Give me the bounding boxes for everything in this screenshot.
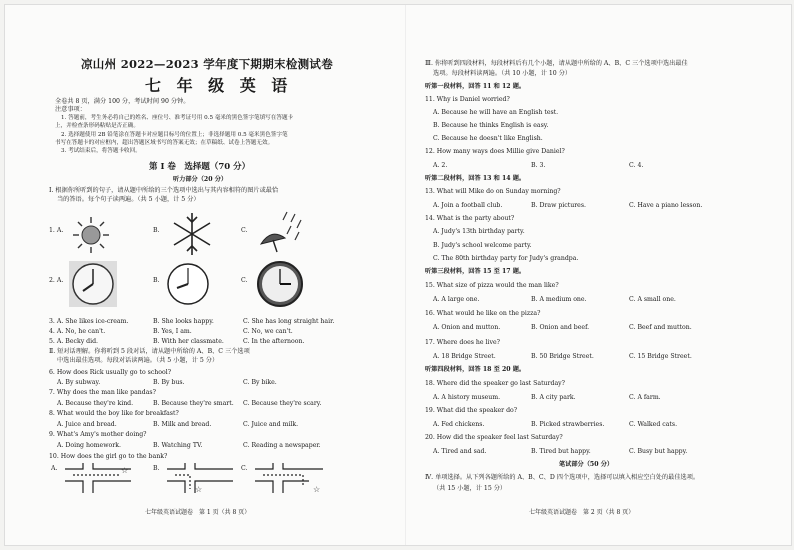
q20-option-b: B. Tired but happy. <box>531 448 591 455</box>
q6-option-a: A. By subway. <box>57 379 101 386</box>
q7-option-b: B. Because they're smart. <box>153 400 234 407</box>
part-instruction: Ⅱ. 短对话理解。你将听到 5 段对话，请从题中所给的 A、B、C 三个选项 <box>49 348 250 355</box>
q4-option-b: B. Yes, I am. <box>153 328 192 335</box>
q8-option-c: C. Juice and milk. <box>243 421 299 428</box>
q19-option-a: A. Fed chickens. <box>433 421 485 428</box>
q10-option-a: A. <box>51 465 58 472</box>
q9-option-b: B. Watching TV. <box>153 442 203 449</box>
page-2 <box>419 5 791 545</box>
route-map-icon <box>165 461 237 495</box>
q10-option-b: B. <box>153 465 160 472</box>
material-heading: 听第二段材料，回答 13 和 14 题。 <box>425 175 526 182</box>
q14-option-b: B. Judy's school welcome party. <box>433 242 532 249</box>
q20-option-c: C. Busy but happy. <box>629 448 688 455</box>
q4-option-a: 4. A. No, he can't. <box>49 328 106 335</box>
q16-option-c: C. Beef and mutton. <box>629 324 692 331</box>
note-line: 书写在答题卡的对应框内，超出答题区域书写的答案无效；在草稿纸、试卷上答题无效。 <box>55 140 274 146</box>
q19-option-b: B. Picked strawberries. <box>531 421 605 428</box>
q3-option-c: C. She has long straight hair. <box>243 318 335 325</box>
exam-sheet <box>4 4 792 546</box>
q12-stem: 12. How many ways does Millie give Daniel? <box>425 148 565 155</box>
q15-option-b: B. A medium one. <box>531 296 587 303</box>
part-instruction: Ⅳ. 单项选择。从下列各题所给的 A、B、C、D 四个选项中，选择可以填入相应空白处的最佳选项。 <box>425 474 700 481</box>
q11-option-b: B. Because he thinks English is easy. <box>433 122 549 129</box>
part-instruction: 中选出最佳选项。每段对话读两遍。（共 5 小题，计 5 分） <box>57 357 219 364</box>
q18-option-b: B. A city park. <box>531 394 576 401</box>
note-line: 2. 选择题使用 2B 铅笔涂在答题卡对应题目标号的位置上；非选择题用 0.5 毫米黑色签字笔 <box>61 132 288 138</box>
q2-option-c: C. <box>241 277 248 284</box>
note-line: 上，并检查条形码粘贴是否正确。 <box>55 123 139 129</box>
clock-icon <box>165 261 211 307</box>
q9-option-a: A. Doing homework. <box>57 442 121 449</box>
umbrella-rain-icon <box>257 210 305 256</box>
q16-option-b: B. Onion and beef. <box>531 324 590 331</box>
q6-option-c: C. By bike. <box>243 379 277 386</box>
q18-option-c: C. A farm. <box>629 394 661 401</box>
q12-option-c: C. 4. <box>629 162 644 169</box>
page-divider <box>405 5 406 545</box>
clock-icon <box>67 259 119 309</box>
page-1 <box>5 5 397 545</box>
section-heading: 第 Ⅰ 卷 选择题（70 分） <box>149 162 251 172</box>
q12-option-b: B. 3. <box>531 162 546 169</box>
q18-stem: 18. Where did the speaker go last Saturday? <box>425 380 565 387</box>
q16-option-a: A. Onion and mutton. <box>433 324 501 331</box>
q5-option-b: B. With her classmate. <box>153 338 224 345</box>
q11-stem: 11. Why is Daniel worried? <box>425 96 510 103</box>
note-line: 1. 答题前，考生务必将自己的姓名、座位号、准考证号用 0.5 毫米的黑色签字笔填写在答题卡 <box>61 115 294 121</box>
q8-option-a: A. Juice and bread. <box>57 421 117 428</box>
route-map-icon <box>253 461 327 495</box>
page-footer: 七年级英语试题卷 第 1 页（共 8 页） <box>145 509 251 516</box>
notes-title: 注意事项： <box>55 106 86 113</box>
part-instruction: Ⅲ. 你将听到四段材料，每段材料后有几个小题，请从题中所给的 A、B、C 三个选项中选出最佳 <box>425 60 688 67</box>
q13-option-c: C. Have a piano lesson. <box>629 202 703 209</box>
svg-text:☆: ☆ <box>313 485 321 494</box>
q2-label: 2. A. <box>49 277 64 284</box>
q8-stem: 8. What would the boy like for breakfast? <box>49 410 179 417</box>
q1-option-c: C. <box>241 227 248 234</box>
q20-option-a: A. Tired and sad. <box>433 448 487 455</box>
q7-option-c: C. Because they're scary. <box>243 400 322 407</box>
q17-option-a: A. 18 Bridge Street. <box>433 353 496 360</box>
material-heading: 听第一段材料，回答 11 和 12 题。 <box>425 83 526 90</box>
q15-option-c: C. A small one. <box>629 296 676 303</box>
q13-option-a: A. Join a football club. <box>433 202 503 209</box>
material-heading: 听第四段材料，回答 18 至 20 题。 <box>425 366 526 373</box>
q15-stem: 15. What size of pizza would the man like? <box>425 282 559 289</box>
q12-option-a: A. 2. <box>433 162 448 169</box>
exam-title: 凉山州 2022—2023 学年度下期期末检测试卷 <box>81 57 334 71</box>
q18-option-a: A. A history museum. <box>433 394 501 401</box>
material-heading: 听第三段材料，回答 15 至 17 题。 <box>425 268 526 275</box>
q6-option-b: B. By bus. <box>153 379 185 386</box>
q1-label: 1. A. <box>49 227 64 234</box>
exam-subtitle: 七 年 级 英 语 <box>145 76 293 95</box>
clock-icon <box>255 259 305 309</box>
q7-option-a: A. Because they're kind. <box>57 400 134 407</box>
part-instruction: 选项。每段材料读两遍。（共 10 小题，计 10 分） <box>433 70 572 77</box>
q14-stem: 14. What is the party about? <box>425 215 515 222</box>
part-instruction: 当的答语。每个句子读两遍。（共 5 小题，计 5 分） <box>57 196 200 203</box>
q16-stem: 16. What would he like on the pizza? <box>425 310 541 317</box>
page-footer: 七年级英语试题卷 第 2 页（共 8 页） <box>529 509 635 516</box>
q20-stem: 20. How did the speaker feel last Saturday? <box>425 434 563 441</box>
q10-option-c: C. <box>241 465 248 472</box>
svg-text:☆: ☆ <box>195 485 203 494</box>
q8-option-b: B. Milk and bread. <box>153 421 212 428</box>
q13-option-b: B. Draw pictures. <box>531 202 586 209</box>
q6-stem: 6. How does Rick usually go to school? <box>49 369 172 376</box>
part-instruction: Ⅰ. 根据你所听到的句子，请从题中所给的三个选项中选出与其内容相符的图片或最恰 <box>49 187 279 194</box>
note-line: 3. 考试结束后，将答题卡收回。 <box>61 148 141 154</box>
q11-option-a: A. Because he will have an English test. <box>433 109 559 116</box>
svg-text:☆: ☆ <box>121 466 129 475</box>
q9-option-c: C. Reading a newspaper. <box>243 442 321 449</box>
q5-option-a: 5. A. Becky did. <box>49 338 99 345</box>
q14-option-c: C. The 80th birthday party for Judy's grandpa. <box>433 255 579 262</box>
q10-stem: 10. How does the girl go to the bank? <box>49 453 168 460</box>
q5-option-c: C. In the afternoon. <box>243 338 305 345</box>
written-heading: 笔试部分（50 分） <box>559 461 614 468</box>
exam-meta: 全卷共 8 页，满分 100 分，考试时间 90 分钟。 <box>55 98 190 105</box>
part-instruction: （共 15 小题，计 15 分） <box>433 485 507 492</box>
q17-option-b: B. 50 Bridge Street. <box>531 353 594 360</box>
q19-stem: 19. What did the speaker do? <box>425 407 518 414</box>
route-map-icon <box>63 461 135 495</box>
q7-stem: 7. Why does the man like pandas? <box>49 389 156 396</box>
q13-stem: 13. What will Mike do on Sunday morning? <box>425 188 561 195</box>
q15-option-a: A. A large one. <box>433 296 480 303</box>
listening-heading: 听力部分（20 分） <box>173 176 228 183</box>
q4-option-c: C. No, we can't. <box>243 328 293 335</box>
q2-option-b: B. <box>153 277 160 284</box>
snowflake-icon <box>170 210 214 258</box>
q1-option-b: B. <box>153 227 160 234</box>
q14-option-a: A. Judy's 13th birthday party. <box>433 228 525 235</box>
q19-option-c: C. Walked cats. <box>629 421 678 428</box>
q11-option-c: C. Because he doesn't like English. <box>433 135 543 142</box>
q9-stem: 9. What's Amy's mother doing? <box>49 431 147 438</box>
sun-icon <box>69 215 113 255</box>
q3-option-a: 3. A. She likes ice-cream. <box>49 318 129 325</box>
q17-option-c: C. 15 Bridge Street. <box>629 353 692 360</box>
q3-option-b: B. She looks happy. <box>153 318 214 325</box>
q17-stem: 17. Where does he live? <box>425 339 500 346</box>
